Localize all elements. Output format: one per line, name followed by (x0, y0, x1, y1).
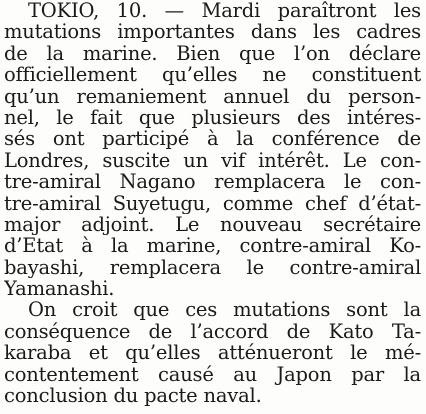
text-line: On croit que ces mutations sont la (28, 299, 421, 321)
text-line: karaba et qu’elles atténueront le mé- (4, 342, 421, 364)
text-line: de la marine. Bien que l’on déclare (4, 42, 421, 65)
text-line: Londres, suscite un vif intérêt. Le con- (4, 149, 421, 172)
text-line: major adjoint. Le nouveau secrétaire (4, 213, 421, 236)
text-line: Yamanashi. (4, 278, 115, 300)
text-line: nel, le fait que plusieurs des intéres- (4, 106, 421, 129)
paragraph-2 (4, 299, 421, 406)
text-line: bayashi, remplacera le contre-amiral (4, 256, 421, 279)
text-line: sés ont participé à la conférence de (4, 128, 421, 150)
text-line: tre-amiral Nagano remplacera le con- (4, 171, 421, 193)
text-line: d’Etat à la marine, contre-amiral Ko- (4, 235, 421, 257)
text-line: conséquence de l’accord de Kato Ta- (4, 320, 421, 343)
text-line: conclusion du pacte naval. (4, 385, 262, 407)
text-line: tre-amiral Suyetugu, comme chef d’état- (4, 192, 421, 214)
text-line: mutations importantes dans les cadres (4, 21, 421, 43)
text-line: qu’un remaniement annuel du person- (4, 85, 421, 107)
text-line: officiellement qu’elles ne constituent (4, 64, 421, 86)
paragraph-1 (4, 0, 421, 299)
text-line: TOKIO, 10. — Mardi paraîtront les (28, 0, 421, 22)
text-line: contentement causé au Japon par la (4, 363, 421, 386)
